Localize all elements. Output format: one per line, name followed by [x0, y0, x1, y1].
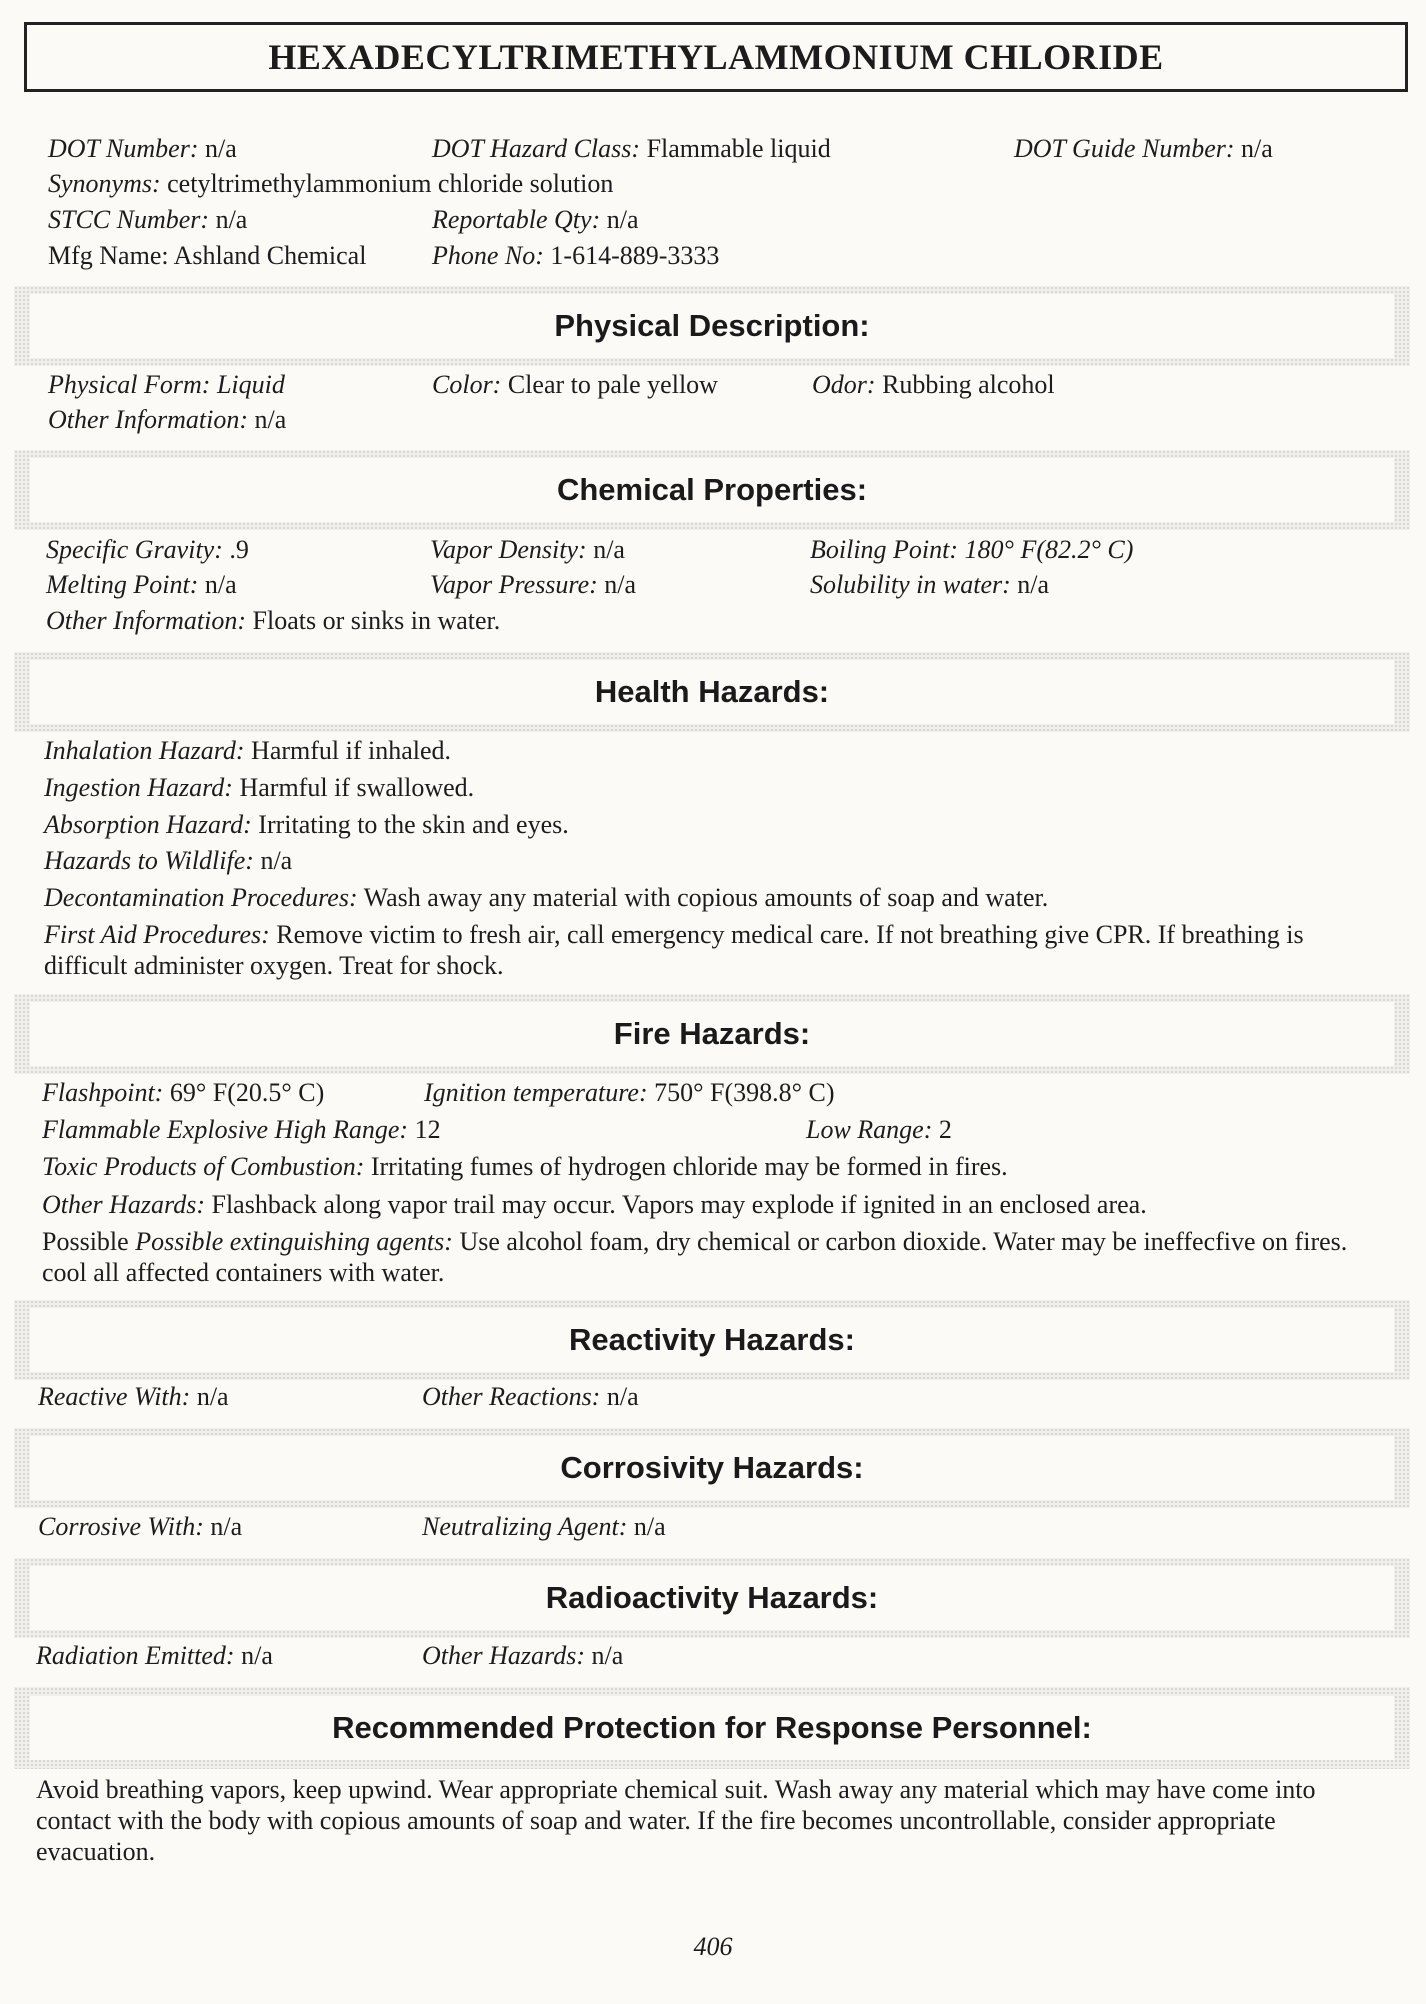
reactivity-heading-band — [14, 1300, 1410, 1380]
neutralizing-agent: Neutralizing Agent: n/a — [422, 1512, 666, 1541]
boiling-point: Boiling Point: 180° F(82.2° C) — [810, 535, 1134, 564]
dot-guide-number: DOT Guide Number: n/a — [1014, 134, 1273, 163]
general-row-4 — [0, 239, 1426, 273]
fire-row-3 — [0, 1150, 1426, 1184]
physical-heading-band — [14, 286, 1410, 366]
corrosivity-heading-band — [14, 1428, 1410, 1508]
other-reactions: Other Reactions: n/a — [422, 1382, 639, 1411]
toxic-products: Toxic Products of Combustion: Irritating fumes of hydrogen chloride may be formed in fires. — [42, 1152, 1008, 1181]
mfg-name: Mfg Name: Ashland Chemical — [48, 241, 367, 270]
vapor-density: Vapor Density: n/a — [430, 535, 625, 564]
specific-gravity: Specific Gravity: .9 — [46, 535, 249, 564]
page-title: HEXADECYLTRIMETHYLAMMONIUM CHLORIDE — [24, 22, 1408, 92]
radioactivity-heading-band — [14, 1558, 1410, 1638]
decontamination: Decontamination Procedures: Wash away any material with copious amounts of soap and water. — [44, 883, 1049, 912]
chemical-other-info: Other Information: Floats or sinks in water. — [46, 606, 501, 635]
fire-row-1 — [0, 1076, 1426, 1110]
high-range: Flammable Explosive High Range: 12 — [42, 1115, 441, 1144]
health-row-1 — [0, 734, 1426, 768]
general-row-3 — [0, 203, 1426, 237]
chemical-row-1 — [0, 533, 1426, 567]
wildlife-hazard: Hazards to Wildlife: n/a — [44, 846, 293, 875]
ingestion-hazard: Ingestion Hazard: Harmful if swallowed. — [44, 773, 475, 802]
radioactivity-other-hazards: Other Hazards: n/a — [422, 1641, 624, 1670]
melting-point: Melting Point: n/a — [46, 570, 237, 599]
physical-row-1 — [0, 368, 1426, 402]
radioactivity-row — [0, 1639, 1426, 1673]
synonyms: Synonyms: cetyltrimethylammonium chloride solution — [48, 169, 614, 198]
chemical-row-3 — [0, 604, 1426, 638]
health-row-3 — [0, 808, 1426, 842]
general-row-2 — [0, 167, 1426, 201]
reactivity-heading: Reactivity Hazards: — [30, 1308, 1394, 1372]
fire-other-hazards: Other Hazards: Flashback along vapor trail may occur. Vapors may explode if ignited in an enclosed area. — [42, 1190, 1147, 1219]
chemical-heading-band — [14, 450, 1410, 530]
protection-text: Avoid breathing vapors, keep upwind. Wear appropriate chemical suit. Wash away any material which may have come into contact with the body with copious amounts of soap and water. If the fire becomes uncontrollable, consider appropriate evacuation. — [36, 1775, 1316, 1866]
fire-row-4 — [0, 1188, 1426, 1222]
chemical-heading: Chemical Properties: — [30, 458, 1394, 522]
fire-heading: Fire Hazards: — [30, 1002, 1394, 1066]
ignition-temperature: Ignition temperature: 750° F(398.8° C) — [424, 1078, 835, 1107]
stcc-number: STCC Number: n/a — [48, 205, 248, 234]
odor: Odor: Rubbing alcohol — [812, 370, 1055, 399]
solubility: Solubility in water: n/a — [810, 570, 1050, 599]
corrosivity-row — [0, 1510, 1426, 1544]
health-row-5 — [0, 881, 1426, 915]
first-aid: First Aid Procedures: Remove victim to fresh air, call emergency medical care. If not breathing give CPR. If breathing is difficult administer oxygen. Treat for shock. — [44, 920, 1304, 980]
health-heading: Health Hazards: — [30, 660, 1394, 724]
page-number: 406 — [693, 1932, 733, 1961]
health-row-4 — [0, 844, 1426, 878]
physical-heading: Physical Description: — [30, 294, 1394, 358]
general-row-1 — [0, 132, 1426, 166]
radiation-emitted: Radiation Emitted: n/a — [36, 1641, 273, 1670]
color: Color: Clear to pale yellow — [432, 370, 718, 399]
corrosivity-heading: Corrosivity Hazards: — [30, 1436, 1394, 1500]
radioactivity-heading: Radioactivity Hazards: — [30, 1566, 1394, 1630]
protection-heading: Recommended Protection for Response Personnel: — [30, 1696, 1394, 1760]
flashpoint: Flashpoint: 69° F(20.5° C) — [42, 1078, 325, 1107]
health-row-2 — [0, 771, 1426, 805]
vapor-pressure: Vapor Pressure: n/a — [430, 570, 637, 599]
protection-heading-band — [14, 1687, 1410, 1769]
dot-hazard-class: DOT Hazard Class: Flammable liquid — [432, 134, 831, 163]
corrosive-with: Corrosive With: n/a — [38, 1512, 243, 1541]
health-heading-band — [14, 652, 1410, 732]
extinguishing-agents: Possible Possible extinguishing agents: Use alcohol foam, dry chemical or carbon dioxide. Water may be ineffecfive on fires. cool all affected containers with water. — [42, 1227, 1348, 1287]
physical-form: Physical Form: Liquid — [48, 370, 285, 399]
reactive-with: Reactive With: n/a — [38, 1382, 229, 1411]
chemical-row-2 — [0, 568, 1426, 602]
phone-number: Phone No: 1-614-889-3333 — [432, 241, 720, 270]
reportable-qty: Reportable Qty: n/a — [432, 205, 639, 234]
fire-heading-band — [14, 994, 1410, 1074]
absorption-hazard: Absorption Hazard: Irritating to the skin and eyes. — [44, 810, 569, 839]
reactivity-row — [0, 1380, 1426, 1414]
physical-other-info: Other Information: n/a — [48, 405, 287, 434]
physical-row-2 — [0, 403, 1426, 437]
fire-row-2 — [0, 1113, 1426, 1147]
dot-number: DOT Number: n/a — [48, 134, 237, 163]
low-range: Low Range: 2 — [806, 1115, 952, 1144]
inhalation-hazard: Inhalation Hazard: Harmful if inhaled. — [44, 736, 452, 765]
